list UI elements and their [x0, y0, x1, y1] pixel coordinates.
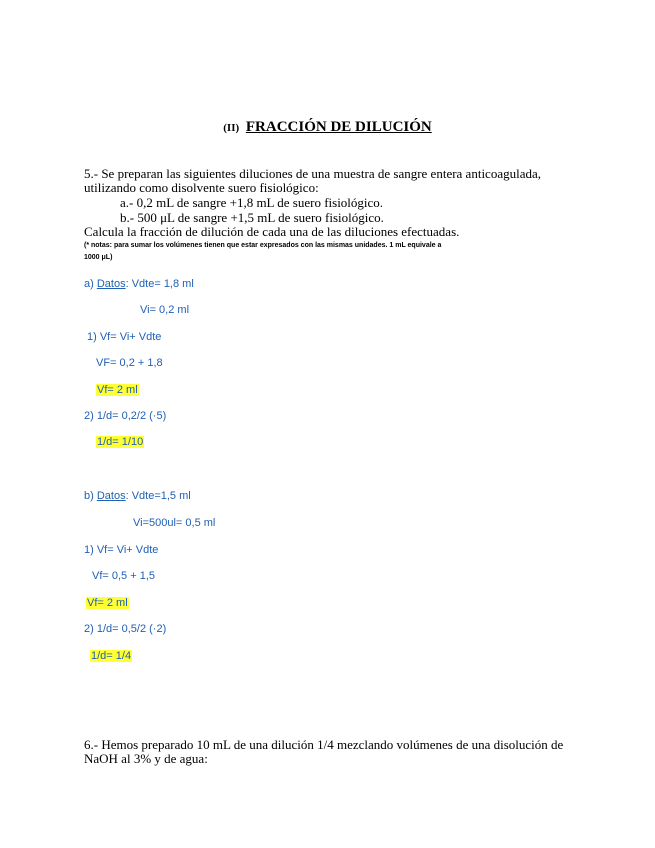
solution-b-d-result-text: 1/d= 1/4 [91, 650, 132, 662]
solution-b-step2: 2) 1/d= 0,5/2 (·2) [84, 623, 167, 635]
solution-b-vi: Vi=500ul= 0,5 ml [133, 517, 216, 529]
problem5-question: Calcula la fracción de dilución de cada una de las diluciones efectuadas. [84, 224, 460, 239]
problem5-item-a: a.- 0,2 mL de sangre +1,8 mL de suero fisiológico. [120, 195, 384, 210]
problem5-note-line1: (* notas: para sumar los volúmenes tienen que estar expresados con las mismas unidades. 1 mL equivale a [84, 242, 442, 249]
solution-b-vdte: : Vdte=1,5 ml [125, 490, 191, 502]
solution-b-vf-result [86, 597, 129, 609]
solution-b-vf-calc: Vf= 0,5 + 1,5 [92, 570, 155, 582]
solution-b-datos-word: Datos [96, 490, 126, 502]
problem6-line2: NaOH al 3% y de agua: [84, 751, 208, 766]
problem5-line1: 5.- Se preparan las siguientes diluciones de una muestra de sangre entera anticoagulada, [84, 166, 541, 181]
solution-a-label: a) [84, 278, 97, 290]
solution-a-vi: Vi= 0,2 ml [140, 304, 190, 316]
solution-a-vdte: : Vdte= 1,8 ml [125, 278, 194, 290]
solution-a-d-result [96, 436, 144, 448]
solution-a-vf-result [96, 384, 139, 396]
solution-b-label: b) [84, 490, 97, 502]
page-title [0, 119, 655, 136]
solution-a-datos-word: Datos [96, 278, 126, 290]
solution-a-step2: 2) 1/d= 0,2/2 (·5) [84, 410, 167, 422]
solution-a-vf-result-text: Vf= 2 ml [97, 384, 138, 396]
solution-a-datos [84, 278, 194, 290]
problem5-note-line2: 1000 μL) [84, 254, 113, 261]
problem6-line1: 6.- Hemos preparado 10 mL de una dilución 1/4 mezclando volúmenes de una disolución de [84, 737, 564, 752]
solution-a-step1: 1) Vf= Vi+ Vdte [87, 331, 162, 343]
title-main: FRACCIÓN DE DILUCIÓN [245, 119, 432, 135]
solution-b-vf-result-text: Vf= 2 ml [87, 597, 128, 609]
solution-a-d-result-text: 1/d= 1/10 [97, 436, 144, 448]
title-prefix: (II) [223, 122, 240, 134]
solution-b-step1: 1) Vf= Vi+ Vdte [84, 544, 159, 556]
solution-b-d-result [90, 650, 132, 662]
solution-b-datos [84, 490, 191, 502]
problem5-line2: utilizando como disolvente suero fisiológico: [84, 180, 319, 195]
problem5-item-b: b.- 500 μL de sangre +1,5 mL de suero fisiológico. [120, 210, 384, 225]
solution-a-vf-calc: VF= 0,2 + 1,8 [96, 357, 163, 369]
